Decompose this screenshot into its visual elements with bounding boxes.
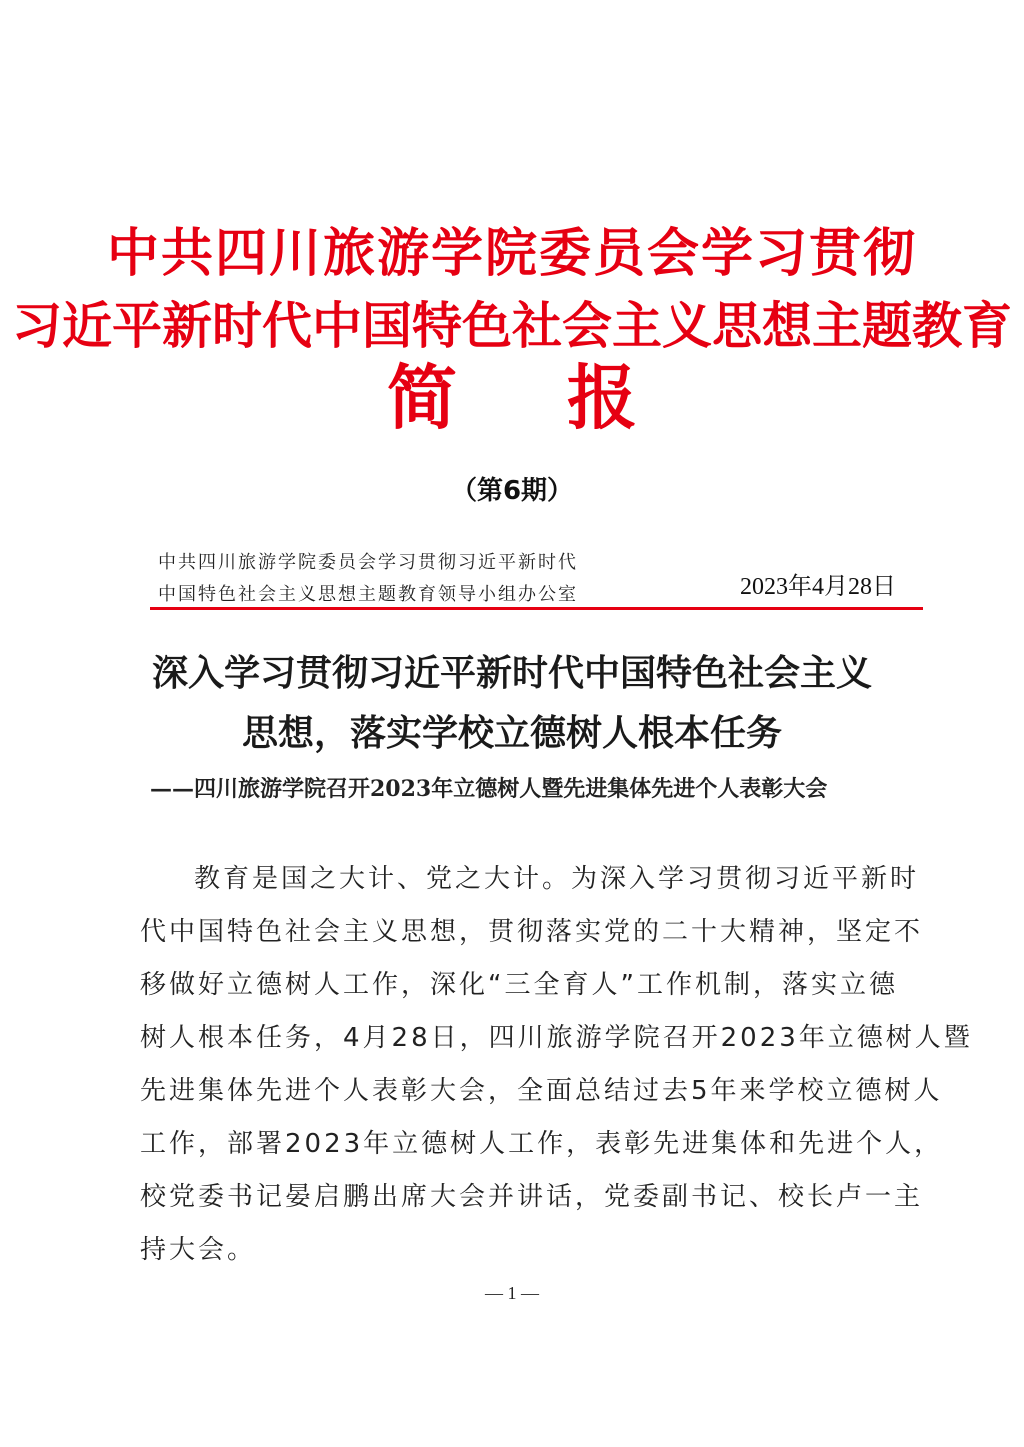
masthead-title-line1: 中共四川旅游学院委员会学习贯彻 [106,224,917,284]
paragraph-line: 持大会。 [140,1235,257,1265]
paragraph-line: 代中国特色社会主义思想，贯彻落实党的二十大精神，坚定不 [140,917,924,947]
paragraph-line: 校党委书记晏启鹏出席大会并讲话，党委副书记、校长卢一主 [140,1182,924,1212]
masthead-bao: 报 [567,357,637,439]
article-title-line1: 深入学习贯彻习近平新时代中国特色社会主义 [151,652,872,694]
paragraph-line: 工作，部署2023年立德树人工作，表彰先进集体和先进个人， [140,1129,944,1159]
masthead-title-line2: 习近平新时代中国特色社会主义思想主题教育 [12,297,1012,355]
red-divider [150,607,923,610]
issue-number: （第6期） [450,476,574,506]
office-line-2: 中国特色社会主义思想主题教育领导小组办公室 [158,584,578,605]
page-number: — 1 — [485,1283,539,1303]
office-line-1: 中共四川旅游学院委员会学习贯彻习近平新时代 [158,552,578,573]
masthead-jianbao [0,358,1024,438]
publication-date: 2023年4月28日 [740,574,896,600]
paragraph-line: 移做好立德树人工作，深化“三全育人”工作机制，落实立德 [140,970,898,1000]
paragraph-line: 树人根本任务，4月28日，四川旅游学院召开2023年立德树人暨 [140,1023,973,1053]
masthead-jian: 简 [387,357,457,439]
article-title-line2: 思想，落实学校立德树人根本任务 [241,712,782,754]
article-subtitle: ——四川旅游学院召开2023年立德树人暨先进集体先进个人表彰大会 [150,776,828,802]
paragraph-line: 教育是国之大计、党之大计。为深入学习贯彻习近平新时 [194,864,920,894]
paragraph-line: 先进集体先进个人表彰大会，全面总结过去5年来学校立德树人 [140,1076,943,1106]
